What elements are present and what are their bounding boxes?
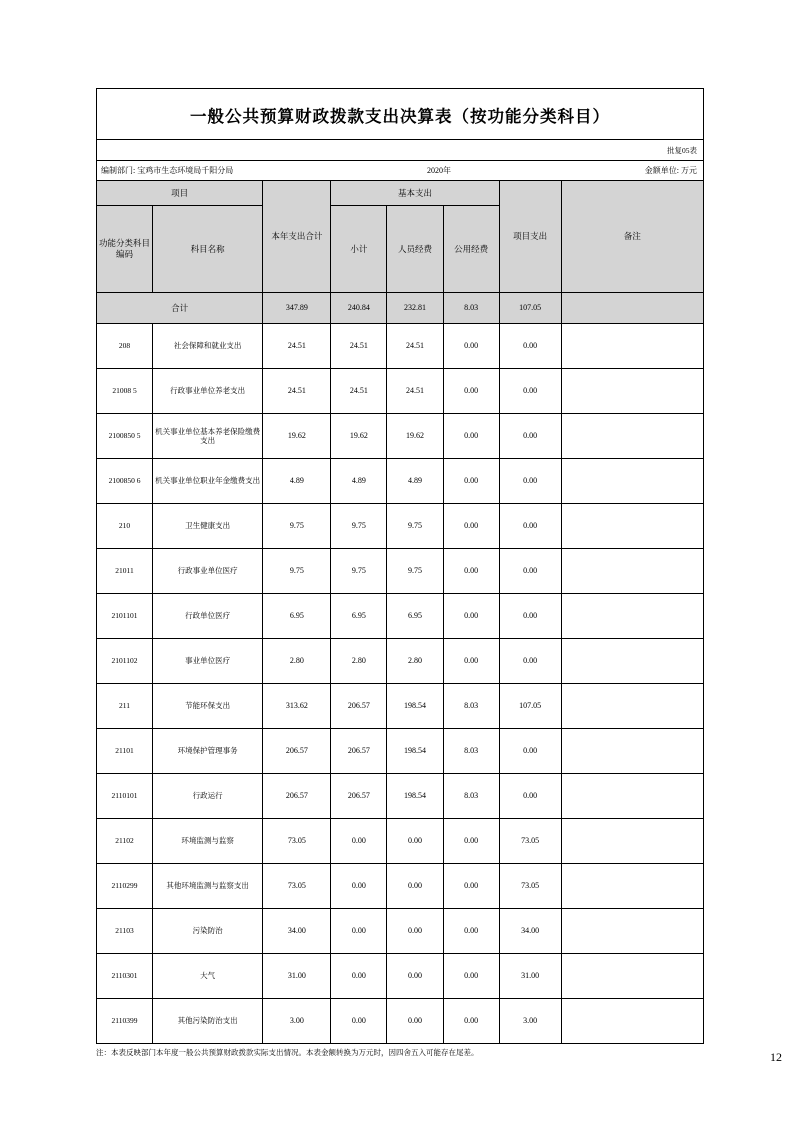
- row-remark: [561, 369, 703, 414]
- row-remark: [561, 819, 703, 864]
- table-row: [97, 594, 704, 639]
- total-public: 8.03: [443, 293, 499, 324]
- row-project: 0.00: [499, 774, 561, 819]
- row-subtotal: 0.00: [331, 819, 387, 864]
- row-project: 73.05: [499, 819, 561, 864]
- row-project: 73.05: [499, 864, 561, 909]
- row-public: 0.00: [443, 999, 499, 1044]
- table-row: [97, 549, 704, 594]
- approval-label-row: [96, 139, 704, 160]
- row-personnel: 24.51: [387, 369, 443, 414]
- row-subtotal: 206.57: [331, 729, 387, 774]
- row-year-total: 73.05: [263, 864, 331, 909]
- row-subtotal: 0.00: [331, 999, 387, 1044]
- header-function-code: [97, 206, 153, 293]
- table-row: [97, 639, 704, 684]
- row-name: 事业单位医疗: [153, 639, 263, 684]
- row-remark: [561, 909, 703, 954]
- header-personnel-cost: 人员经费: [387, 206, 443, 293]
- row-subtotal: 206.57: [331, 684, 387, 729]
- header-project-expenditure: 项目支出: [499, 181, 561, 293]
- total-personnel: 232.81: [387, 293, 443, 324]
- row-remark: [561, 459, 703, 504]
- row-project: 0.00: [499, 639, 561, 684]
- row-subtotal: 6.95: [331, 594, 387, 639]
- row-remark: [561, 549, 703, 594]
- row-subtotal: 24.51: [331, 324, 387, 369]
- row-project: 31.00: [499, 954, 561, 999]
- header-basic-expenditure-group: 基本支出: [331, 181, 499, 206]
- row-personnel: 19.62: [387, 414, 443, 459]
- row-year-total: 9.75: [263, 549, 331, 594]
- row-public: 0.00: [443, 459, 499, 504]
- row-public: 0.00: [443, 819, 499, 864]
- row-code: 2101101: [97, 594, 153, 639]
- row-code: 2110101: [97, 774, 153, 819]
- row-year-total: 73.05: [263, 819, 331, 864]
- table-row: [97, 684, 704, 729]
- row-code: 2100850 5: [97, 414, 153, 459]
- row-name: 卫生健康支出: [153, 504, 263, 549]
- row-remark: [561, 864, 703, 909]
- row-personnel: 198.54: [387, 774, 443, 819]
- row-name: 其他污染防治支出: [153, 999, 263, 1044]
- dept-block: [101, 165, 233, 176]
- row-subtotal: 0.00: [331, 909, 387, 954]
- row-public: 0.00: [443, 954, 499, 999]
- header-remark: 备注: [561, 181, 703, 293]
- row-code: 2110299: [97, 864, 153, 909]
- row-subtotal: 0.00: [331, 954, 387, 999]
- table-row: [97, 864, 704, 909]
- row-subtotal: 24.51: [331, 369, 387, 414]
- row-name: 社会保障和就业支出: [153, 324, 263, 369]
- row-code: 2110399: [97, 999, 153, 1044]
- row-remark: [561, 774, 703, 819]
- total-year-total: 347.89: [263, 293, 331, 324]
- row-subtotal: 0.00: [331, 864, 387, 909]
- row-year-total: 2.80: [263, 639, 331, 684]
- table-row: [97, 324, 704, 369]
- row-code: 210: [97, 504, 153, 549]
- row-project: 0.00: [499, 459, 561, 504]
- meta-row: [96, 160, 704, 180]
- row-project: 107.05: [499, 684, 561, 729]
- table-row: [97, 954, 704, 999]
- row-year-total: 24.51: [263, 324, 331, 369]
- expenditure-table: [96, 180, 704, 1044]
- row-personnel: 9.75: [387, 504, 443, 549]
- row-year-total: 6.95: [263, 594, 331, 639]
- row-code: 2100850 6: [97, 459, 153, 504]
- row-public: 0.00: [443, 864, 499, 909]
- table-row: [97, 729, 704, 774]
- row-remark: [561, 504, 703, 549]
- row-name: 行政单位医疗: [153, 594, 263, 639]
- row-code: 21011: [97, 549, 153, 594]
- row-public: 0.00: [443, 549, 499, 594]
- row-public: 8.03: [443, 684, 499, 729]
- row-name: 环境监测与监察: [153, 819, 263, 864]
- header-public-cost: 公用经费: [443, 206, 499, 293]
- row-subtotal: 19.62: [331, 414, 387, 459]
- total-label: 合计: [97, 293, 263, 324]
- total-project: 107.05: [499, 293, 561, 324]
- table-footnote: 注：本表反映部门本年度一般公共预算财政拨款实际支出情况。本表金额转换为万元时，因四舍五入可能存在尾差。: [96, 1048, 479, 1057]
- header-function-code-text: 功能分类科目编码: [99, 237, 151, 259]
- row-year-total: 34.00: [263, 909, 331, 954]
- row-name: 大气: [153, 954, 263, 999]
- table-row: [97, 369, 704, 414]
- row-code: 21101: [97, 729, 153, 774]
- year-label: 2020年: [427, 166, 451, 175]
- row-project: 0.00: [499, 729, 561, 774]
- row-name: 机关事业单位职业年金缴费支出: [153, 459, 263, 504]
- header-subtotal: 小计: [331, 206, 387, 293]
- unit-label: 金额单位: 万元: [644, 166, 697, 175]
- row-public: 0.00: [443, 639, 499, 684]
- row-name: 行政事业单位养老支出: [153, 369, 263, 414]
- row-code: 21102: [97, 819, 153, 864]
- table-row: [97, 414, 704, 459]
- header-subject-name: 科目名称: [153, 206, 263, 293]
- row-personnel: 24.51: [387, 324, 443, 369]
- total-remark: [561, 293, 703, 324]
- row-project: 0.00: [499, 324, 561, 369]
- budget-sheet: [96, 88, 704, 1059]
- row-personnel: 198.54: [387, 684, 443, 729]
- table-body: [97, 293, 704, 1044]
- row-year-total: 206.57: [263, 729, 331, 774]
- table-row: [97, 909, 704, 954]
- row-personnel: 9.75: [387, 549, 443, 594]
- row-personnel: 4.89: [387, 459, 443, 504]
- row-remark: [561, 684, 703, 729]
- row-name: 其他环境监测与监察支出: [153, 864, 263, 909]
- header-item-group: 项目: [97, 181, 263, 206]
- row-name: 机关事业单位基本养老保险缴费支出: [153, 414, 263, 459]
- row-code: 2101102: [97, 639, 153, 684]
- row-project: 0.00: [499, 414, 561, 459]
- table-row: [97, 999, 704, 1044]
- page-number: 12: [770, 1050, 782, 1064]
- row-code: 21103: [97, 909, 153, 954]
- row-remark: [561, 729, 703, 774]
- row-remark: [561, 324, 703, 369]
- table-row: [97, 819, 704, 864]
- row-remark: [561, 954, 703, 999]
- row-year-total: 19.62: [263, 414, 331, 459]
- row-year-total: 206.57: [263, 774, 331, 819]
- row-remark: [561, 999, 703, 1044]
- total-subtotal: 240.84: [331, 293, 387, 324]
- table-row: [97, 459, 704, 504]
- row-personnel: 6.95: [387, 594, 443, 639]
- row-year-total: 24.51: [263, 369, 331, 414]
- row-code: 2110301: [97, 954, 153, 999]
- row-project: 34.00: [499, 909, 561, 954]
- row-personnel: 2.80: [387, 639, 443, 684]
- approval-label: 批复05表: [667, 146, 697, 155]
- row-public: 0.00: [443, 414, 499, 459]
- row-public: 0.00: [443, 369, 499, 414]
- row-public: 0.00: [443, 594, 499, 639]
- row-subtotal: 9.75: [331, 549, 387, 594]
- row-name: 行政事业单位医疗: [153, 549, 263, 594]
- row-subtotal: 4.89: [331, 459, 387, 504]
- page-title: 一般公共预算财政拨款支出决算表（按功能分类科目）: [96, 88, 704, 139]
- row-code: 21008 5: [97, 369, 153, 414]
- row-name: 节能环保支出: [153, 684, 263, 729]
- row-subtotal: 206.57: [331, 774, 387, 819]
- row-remark: [561, 414, 703, 459]
- row-personnel: 0.00: [387, 864, 443, 909]
- row-public: 0.00: [443, 909, 499, 954]
- table-total-row: [97, 293, 704, 324]
- row-year-total: 313.62: [263, 684, 331, 729]
- row-subtotal: 9.75: [331, 504, 387, 549]
- row-year-total: 31.00: [263, 954, 331, 999]
- row-public: 0.00: [443, 324, 499, 369]
- row-subtotal: 2.80: [331, 639, 387, 684]
- row-code: 208: [97, 324, 153, 369]
- header-year-total: 本年支出合计: [263, 181, 331, 293]
- table-row: [97, 504, 704, 549]
- row-name: 行政运行: [153, 774, 263, 819]
- row-year-total: 3.00: [263, 999, 331, 1044]
- row-project: 3.00: [499, 999, 561, 1044]
- row-personnel: 0.00: [387, 954, 443, 999]
- row-personnel: 0.00: [387, 909, 443, 954]
- row-public: 8.03: [443, 729, 499, 774]
- row-year-total: 4.89: [263, 459, 331, 504]
- table-row: [97, 774, 704, 819]
- row-code: 211: [97, 684, 153, 729]
- row-personnel: 198.54: [387, 729, 443, 774]
- dept-label: 编制部门:: [101, 166, 136, 175]
- row-remark: [561, 594, 703, 639]
- row-name: 环境保护管理事务: [153, 729, 263, 774]
- row-personnel: 0.00: [387, 999, 443, 1044]
- row-public: 8.03: [443, 774, 499, 819]
- row-project: 0.00: [499, 504, 561, 549]
- row-personnel: 0.00: [387, 819, 443, 864]
- row-project: 0.00: [499, 369, 561, 414]
- table-group-header-row: [97, 181, 704, 206]
- row-project: 0.00: [499, 594, 561, 639]
- row-name: 污染防治: [153, 909, 263, 954]
- row-public: 0.00: [443, 504, 499, 549]
- row-project: 0.00: [499, 549, 561, 594]
- row-remark: [561, 639, 703, 684]
- dept-value: 宝鸡市生态环境局千阳分局: [137, 166, 234, 175]
- row-year-total: 9.75: [263, 504, 331, 549]
